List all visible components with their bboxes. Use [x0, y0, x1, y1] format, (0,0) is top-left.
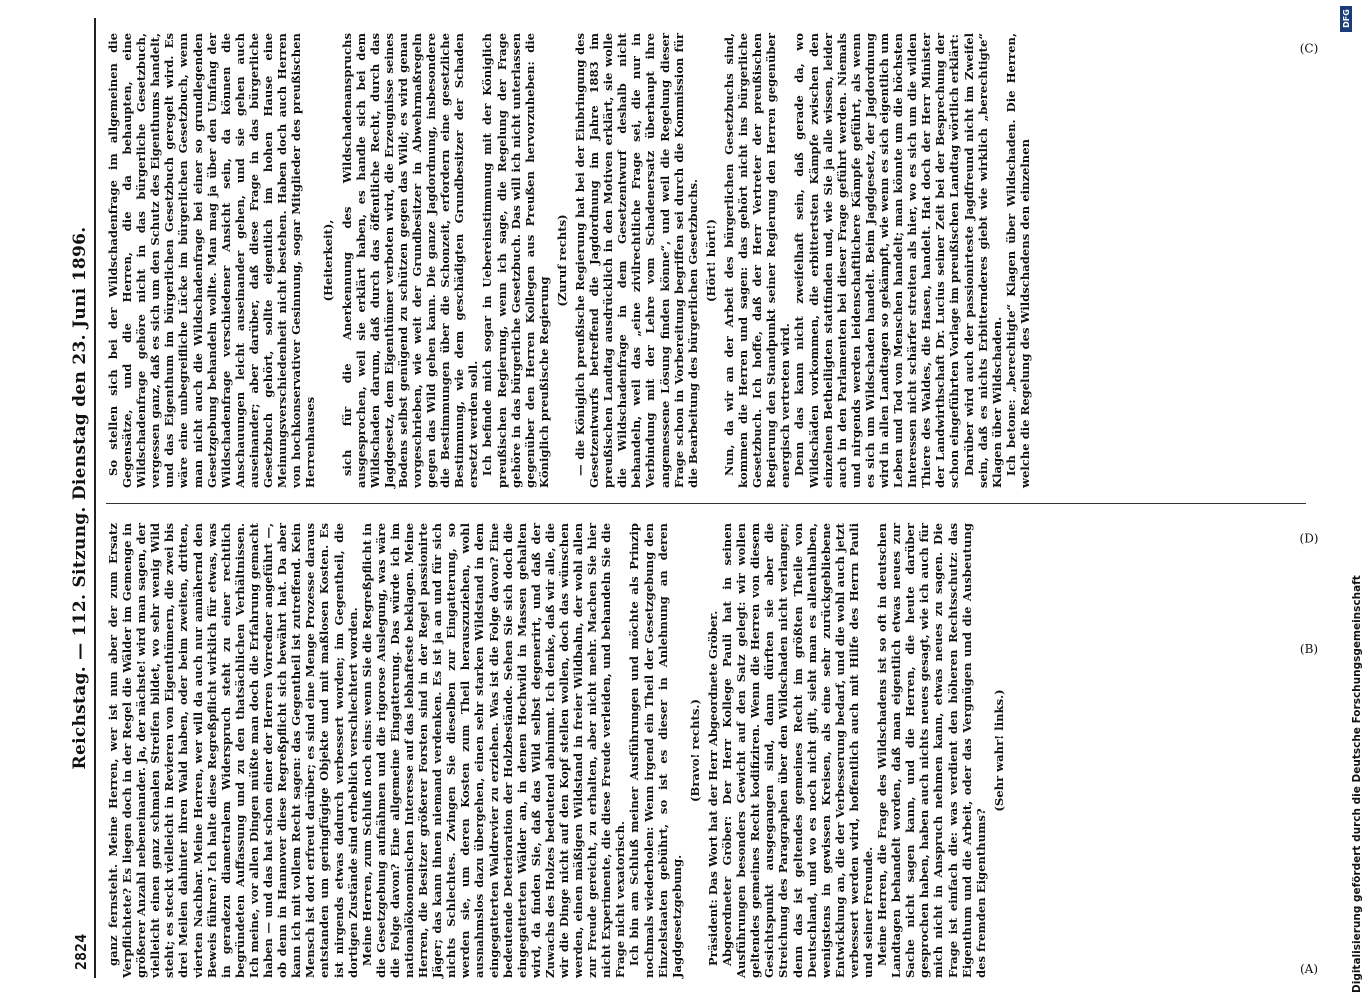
margin-marker-d: (D) [1299, 531, 1319, 546]
paragraph: Präsident: Das Wort hat der Herr Abgeordnete Gröber. [705, 610, 720, 966]
running-title: Reichstag. — 112. Sitzung. Dienstag den 23. Juni 1896. [70, 226, 90, 770]
paragraph: Ich betone: „berechtigte“ Klagen über Wildschaden. Die Herren, welche die Regelung des Wildschadens den einzelnen [1003, 33, 1032, 488]
right-column [106, 33, 1306, 488]
page-header [66, 18, 106, 978]
paragraph: Ich befinde mich sogar in Uebereinstimmung mit der Königlich preußischen Regierung, wenn ich sage, die Regelung der Frage gehöre in das bürgerliche Gesetzbuch. Das will ich nicht unterlassen gegenüber den Herren Kollegen aus Preußen hervorzuheben: die Königlich preußische Regierung [480, 33, 551, 488]
paragraph: ganz fernsteht. Meine Herren, wer ist nun aber der zum Ersatz Verpflichtete? Es liegen doch in der Regel die Wälder im Gemenge in größerer Anzahl nebeneinander. Ja, der nächste! wird man sagen, der vielleicht einen ganz schmalen Streifen bildet, wo sehr wenig Wild steht; es steckt vielleicht in Revieren von Eigenthümern, die zwei bis drei Meilen dahinter ihren Wald haben, oder beim zweiten, dritten, vierten Nachbar. Meine Herren, wer will da auch nur annähernd den Beweis führen? Ich halte diese Regreßpflicht wirklich für etwas, was in geradezu diametralem Widerspruch steht zu einer rechtlich begründeten Auffassung und zu den thatsächlichen Verhältnissen. Ich meine, vor allen Dingen müßte man doch die Erfahrung gemacht haben — und das hat schon einer der Herren Vorredner angeführt —, ob denn in Hannover diese Regreßpflicht sich bewährt hat. Da aber kann ich mit vollem Recht sagen: das Gegentheil ist zutreffend. Kein Mensch ist dort erfreut darüber; es sind eine Menge Prozesse daraus entstanden um geringfügige Objekte und mit maßlosen Kosten. Es ist nirgends etwas dadurch verbessert worden; im Gegentheil, die dortigen Zustände sind erheblich verschlechtert worden. [106, 523, 360, 978]
interjection: (Hört! hört!) [703, 219, 718, 302]
paragraph: Denn das kann nicht zweifelhaft sein, daß gerade da, wo Wildschäden vorkommen, die erbittertsten Kämpfe zwischen den einzelnen Betheiligten stattfinden und, wie Sie ja alle wissen, leider auch in den Parlamenten bei dieser Frage geführt werden. Niemals und nirgends werden leidenschaftlichere Kämpfe geführt, als wenn es sich um Wildschaden handelt. Beim Jagdgesetz, der Jagdordnung wird in allen Landtagen so gekämpft, wie wenn es sich eigentlich um Leben und Tod von Menschen handelt; man könnte um die höchsten Interessen nicht schärfer streiten als hier, wo es sich um die wilden Thiere des Waldes, die Hasen, handelt. Hat doch der Herr Minister der Landwirthschaft Dr. Lucius seiner Zeit bei der Besprechung der schon eingeführten Vorlage im preußischen Landtag wörtlich erklärt: [792, 33, 962, 488]
paragraph: sich für die Anerkennung des Wildschadenanspruchs ausgesprochen, weil sie erklärt haben, es handle sich bei dem Wildschaden darum, daß durch das öffentliche Recht, durch das Jagdgesetz, dem Eigenthümer verboten wird, die Erzeugnisse seines Bodens selbst genügend zu schützen gegen das Wild; es wird genau vorgeschrieben, wie weit der Grundbesitzer in Abwehrmaßregeln gegen das Wild gehen kann. Die ganze Jagdordnung, insbesondere die Bestimmungen über die Schonzeit, erfordern eine gesetzliche Bestimmung, wie dem geschädigten Grundbesitzer der Schaden ersetzt werden soll. [339, 33, 481, 488]
paragraph: Meine Herren, die Frage des Wildschadens ist so oft in deutschen Landtagen behandelt worden, daß man eigentlich etwas neues zur Sache nicht sagen kann, und die Herren, die heute darüber gesprochen haben, haben auch nichts neues gesagt, wie ich auch für mich nicht in Anspruch nehmen kann, etwas neues zu sagen. Die Frage ist einfach die: was verdient den höheren Rechtsschutz: das Eigenthum und die Arbeit, oder das Vergnügen und die Ausbeutung des fremden Eigenthums? [875, 523, 988, 978]
header-rule [94, 18, 96, 978]
left-column [106, 523, 1306, 978]
interjection: (Zuruf rechts) [554, 214, 569, 307]
paragraph: So stellen sich bei der Wildschadenfrage im allgemeinen die Gegensätze, und die Herren, die da behaupten, eine Wildschadenfrage gehöre nicht in das bürgerliche Gesetzbuch, vergessen ganz, daß es sich um den Schutz des Eigenthums handelt, und das Eigenthum im bürgerlichen Gesetzbuch geregelt wird. Es wäre eine unbegreifliche Lücke im bürgerlichen Gesetzbuch, wenn man nicht auch die Wildschadenfrage bei einer so grundlegenden Gesetzgebung behandeln wollte. Man mag ja über den Umfang der Wildschadenfrage verschiedener Ansicht sein, da können die Anschauungen leicht auseinander gehen, und sie gehen auch auseinander; aber darüber, daß diese Frage in das bürgerliche Gesetzbuch gehört, sollte eigentlich im hohen Hause eine Meinungsverschiedenheit nicht bestehen. Haben doch auch Herren von hochkonservativer Gesinnung, sogar Mitglieder des preußischen Herrenhauses [106, 33, 318, 488]
paragraph: — die Königlich preußische Regierung hat bei der Einbringung des Gesetzentwurfs betreffend die Jagdordnung im Jahre 1883 im preußischen Landtag ausdrücklich in den Motiven erklärt, sie wolle die Wildschadenfrage in dem Gesetzentwurf deshalb nicht behandeln, weil das „eine zivilrechtliche Frage sei, die nur in Verbindung mit der Lehre vom Schadenersatz überhaupt ihre angemessene Lösung finden könne“, und weil die Regelung dieser Frage schon in Vorbereitung begriffen sei durch die Kommission für die Bearbeitung des bürgerlichen Gesetzbuchs. [573, 33, 700, 488]
margin-marker-a: (A) [1299, 961, 1319, 976]
page-number: 2824 [72, 933, 90, 970]
interjection: (Sehr wahr! links.) [991, 689, 1006, 812]
rotated-newspaper-page [66, 18, 1319, 978]
dfg-logo: DFG [1340, 6, 1352, 32]
interjection: (Heiterkeit), [321, 219, 336, 302]
paragraph: Ich bin am Schluß meiner Ausführungen und möchte als Prinzip nochmals wiederholen: Wenn irgend ein Theil der Gesetzgebung den Einzelstaaten gebührt, so ist es dieser in Anlehnung an deren Jagdgesetzgebung. [627, 523, 684, 978]
digitization-note [1337, 8, 1363, 998]
margin-marker-c: (C) [1299, 41, 1319, 56]
digitization-note-text: Digitalisierung gefördert durch die Deutsche Forschungsgemeinschaft [1351, 575, 1363, 993]
quotation: Darüber wird auch der passionirteste Jagdfreund nicht im Zweifel sein, daß es nichts Erbitternderes giebt wie wirklich „berechtigte“ Klagen über Wildschaden. [961, 33, 1004, 488]
column-divider [106, 503, 1306, 504]
margin-marker-b: (B) [1299, 641, 1319, 656]
paragraph: Meine Herren, zum Schluß noch eins: wenn Sie die Regreßpflicht in die Gesetzgebung aufnähmen und die rigorose Auslegung, was wäre die Folge davon? Eine allgemeine Eingatterung. Das würde ich im nationalökonomischen Interesse auf das lebhafteste beklagen. Meine Herren, die Besitzer größerer Forsten sind in der Regel passionirte Jäger; das kann ihnen niemand verdenken. Es ist ja an und für sich nichts Schlechtes. Zwingen Sie dieselben zur Eingatterung, so werden sie, um deren Kosten zum Theil herauszuziehen, wohl ausnahmslos dazu übergehen, einen sehr starken Wildstand in dem eingegatterten Waldrevier zu erziehen. Was ist die Folge davon? Eine bedeutende Deterioration der Holzbestände. Sehen Sie sich doch die eingegatterten Wälder an, in denen Hochwild in Massen gehalten wird, da finden Sie, daß das Wild selbst degenerirt, und daß der Zuwachs des Holzes bedeutend abnimmt. Ich denke, daß wir alle, die wir die Dinge nicht auf den Kopf stellen wollen, doch das wünschen werden, einen mäßigen Wildstand in freier Wildbahn, der wohl allen zur Freude gereicht, zu erhalten, aber nicht mehr. Machen Sie hier nicht Experimente, die diese Freude verleiden, und behandeln Sie die Frage nicht vexatorisch. [359, 523, 628, 978]
paragraph: Abgeordneter Gröber: Der Herr Kollege Pauli hat in seinen Ausführungen besonders Gewicht auf den Satz gelegt: wir wollen geltendes gemeines Recht kodifiziren. Wenn die Herren von diesem Gesichtspunkt ausgegangen sind, dann dürften sie aber die Streichung des Paragraphen über den Wildschaden nicht verlangen; denn das ist geltendes gemeines Recht im größten Theile von Deutschland, und wo es noch nicht gilt, sieht man es allenthalben, wenigstens in gewissen Kreisen, als eine sehr zurückgebliebene Entwicklung an, die der Verbesserung bedarf, und die wohl auch jetzt verbessert werden wird, hoffentlich auch mit Hilfe des Herrn Pauli und seiner Freunde. [720, 523, 875, 978]
paragraph: Nun, da wir an der Arbeit des bürgerlichen Gesetzbuchs sind, kommen die Herren und sagen: das gehört nicht ins bürgerliche Gesetzbuch. Ich hoffe, daß der Herr Vertreter der preußischen Regierung den Standpunkt seiner Regierung den Herren gegenüber energisch vertreten wird. [721, 33, 793, 488]
interjection: (Bravo! rechts.) [687, 699, 702, 802]
